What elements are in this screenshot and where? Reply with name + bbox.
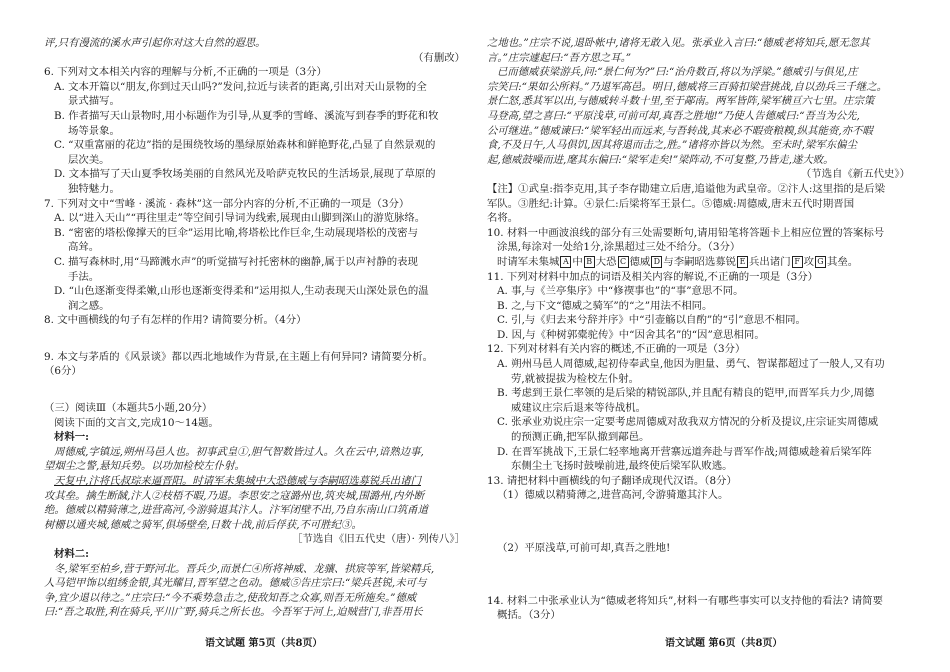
text-line: D. 文本描写了天山夏季牧场美丽的自然风光及哈萨克牧民的生活场景,展现了草原的	[54, 168, 436, 181]
text-line: 概括。（3分）	[497, 609, 561, 622]
text-line: 手法。	[68, 270, 100, 283]
text-line: 马登高,望之喜曰:“平原浅草,可前可却,真吾之胜地!”乃使人告德威曰:“吾当为公先,	[487, 109, 860, 122]
text-line: D. “山色逐渐变得柔嫩,山形也逐渐变得柔和”运用拟人,生动表现天山深处景色的温	[54, 285, 429, 298]
text-line: 12. 下列对材料有关内容的概述,不正确的一项是（3分）	[487, 343, 746, 356]
text-line: （6分）	[44, 365, 82, 378]
page-6-text	[487, 36, 910, 623]
text-line: （有删改）	[413, 51, 465, 64]
text-line: B. “密密的塔松像撑天的巨伞”运用比喻,将塔松比作巨伞,生动展现塔松的茂密与	[54, 226, 418, 239]
text-line: 天复中,汴将氏叔琮来逼晋阳。时请军未集城中大恐德威与李嗣昭选募锐兵出诸门	[54, 475, 421, 488]
text-line: 润之感。	[68, 299, 110, 312]
option-box: G	[815, 256, 826, 268]
text-line: 评,只有漫流的溪水声引起你对这大自然的遐思。	[44, 37, 266, 49]
option-box: C	[618, 256, 629, 268]
text-line: 材料二:	[54, 548, 90, 560]
option-box: A	[560, 256, 571, 268]
text-line: C. 描写森林时,用“马蹄溅水声”的听觉描写衬托密林的幽静,属于以声衬静的表现	[54, 255, 418, 268]
text-line	[487, 556, 910, 594]
text-line: 周德威,字镇远,朔州马邑人也。初事武皇①,胆气智数皆过人。久在云中,谙熟边事,	[54, 445, 424, 458]
text-line: 军队。③胜纪:计算。④景仁:后梁将军王景仁。⑤德威:周德威,唐末五代时期晋国	[487, 197, 855, 210]
text-line: 9. 本文与茅盾的《风景谈》都以西北地域作为背景,在主题上有何异同? 请简要分析。	[44, 350, 434, 363]
text-line: 冬,梁军至柏乡,营于野河北。晋兵少,而景仁④所将神威、龙骧、拱宸等军,皆梁精兵,	[54, 562, 435, 575]
text-line: C. “双重富丽的花边”指的是围绕牧场的墨绿原始森林和鲜艳野花,凸显了自然景观的	[54, 139, 436, 152]
text-line: 公可继进。”德威谏曰:“梁军轻出而远来,与吾转战,其来必不暇赍粮糗,纵其能赍,亦不暇	[487, 124, 873, 137]
text-line: 已而德威获梁游兵,问:“景仁何为?”曰:“治舟数百,将以为浮梁。”德威引与俱见,庄	[497, 66, 858, 79]
text-line: A. 文本开篇以“朋友,你到过天山吗?”发问,拉近与读者的距离,引出对天山景物的全	[54, 80, 427, 93]
text-line: 之地也。”庄宗不说,退卧帐中,诸将无敢入见。张承业入言曰:“德威老将知兵,愿无忽其	[487, 37, 870, 49]
text-line: ［节选自《旧五代史（唐）· 列传八》］	[292, 533, 465, 546]
text-line: 绝。德威以精骑薄之,进营高河,今游骑退其汴人。汴军闭壁不出,乃自东南山口筑甬道	[44, 504, 428, 517]
text-line: 的预测正确,把军队撤到鄗邑。	[511, 431, 650, 444]
option-box: D	[651, 256, 662, 268]
text-line: 劳,就被提拔为检校左仆射。	[511, 372, 639, 385]
text-line: B. 考虑到王景仁率领的是后梁的精锐部队,并且配有精良的铠甲,而晋军兵力少,周德	[497, 387, 875, 400]
text-line: 曰:“吾之取胜,利在骑兵,平川广野,骑兵之所长也。今吾军于河上,迫贼营门,非吾用长	[44, 606, 423, 619]
text-line: 东侧尘土飞扬时鼓噪前进,最终使后梁军队败逃。	[511, 460, 733, 473]
text-line: 攻其垒。擒生断馘,汴人②枝梧不暇,乃退。李思安之寇潞州也,筑夹城,围潞州,内外断	[44, 489, 425, 502]
text-line: 起,德威鼓噪而进,麾其东偏曰:“梁军走矣!”梁阵动,不可复整,乃皆走,遂大败。	[487, 153, 834, 166]
text-line: 景仁怒,悉其军以出,与德威转斗数十里,至于鄗南。两军皆阵,梁军横亘六七里。庄宗策	[487, 95, 875, 108]
text-line: （2）平原浅草,可前可却,真吾之胜地!	[497, 542, 671, 554]
text-line: 10. 材料一中画波浪线的部分有三处需要断句,请用铅笔将答题卡上相应位置的答案标号	[487, 226, 885, 239]
text-line: 宗笑曰:“果如公所料。”乃退军高邑。明日,德威将三百骑扣梁营挑战,自以劲兵三千继之。	[487, 80, 887, 93]
exam-page-6	[475, 0, 950, 672]
option-box: F	[792, 256, 803, 268]
text-line: 争,宜少退以待之。”庄宗曰:“今不乘势急击之,使敌知吾之众寡,则吾无所施矣。”德威	[44, 591, 417, 604]
text-line: 时请军未集城 A 中 B 大恐 C 德威 D 与李嗣昭选募锐 E 兵出诸门 F 攻 G 其垒。	[497, 255, 859, 268]
text-line: 树栅以通夹城,德威之骑军,俱场壁垒,日数十战,前后俘获,不可胜纪③。	[44, 518, 362, 531]
text-line: 涂黑,每涂对一处给1分,涂黑超过三处不给分。（3分）	[497, 241, 741, 254]
option-box: E	[737, 256, 748, 268]
text-line: B. 之,与下文“德威之骑军”的“之”用法不相同。	[497, 299, 713, 312]
text-line: （1）德威以精骑薄之,进营高河,令游骑邀其汴人。	[497, 489, 729, 502]
text-line: 【注】①武皇:指李克用,其子李存勖建立后唐,追谥他为武皇帝。②汴人:这里指的是后梁	[487, 182, 886, 195]
text-line: 14. 材料二中张承业认为“德威老将知兵”,材料一有哪些事实可以支持他的看法? 请简要	[487, 594, 883, 607]
text-line	[44, 379, 465, 401]
page-5-footer: 语文试题 第5页（共8页）	[205, 638, 323, 650]
text-line: 言。”庄宗遽起曰:“吾方思之耳。”	[487, 51, 632, 64]
text-line: 7. 下列对文中“雪峰 · 溪流 · 森林”这一部分内容的分析,不正确的一项是（3分）	[44, 197, 410, 210]
page-5-text	[44, 36, 465, 620]
text-line: 11. 下列对材料中加点的词语及相关内容的解说,不正确的一项是（3分）	[487, 270, 819, 283]
text-line: 望烟尘之警,悬知兵势。以功加检校左仆射。	[44, 460, 245, 473]
text-line: 人马铠甲饰以组绣金银,其光耀目,晋军望之色动。德威⑤告庄宗曰:“梁兵甚锐,未可与	[44, 577, 427, 590]
text-line: D. 在晋军挑战下,王景仁轻率地离开营寨远道奔赴与晋军作战;周德威趁着后梁军阵	[497, 445, 872, 458]
text-line: D. 因,与《种树郭橐驼传》中“因舍其名”的“因”意思相同。	[497, 328, 765, 341]
text-line: C. 引,与《归去来兮辞并序》中“引壶觞以自酌”的“引”意思不相同。	[497, 314, 806, 327]
text-line: 独特魅力。	[68, 182, 120, 195]
text-line: 13. 请把材料中画横线的句子翻译成现代汉语。（8分）	[487, 474, 737, 487]
text-line: 层次美。	[68, 153, 110, 166]
text-line: B. 作者描写天山景物时,用小标题作为引导,从夏季的雪峰、溪流写到春季的野花和牧	[54, 109, 439, 122]
text-line: 场等景象。	[68, 124, 120, 137]
text-line: A. 朔州马邑人周德威,起初侍奉武皇,他因为胆量、勇气、智谋都超过了一般人,又有功	[497, 358, 885, 371]
text-line: 材料一:	[54, 431, 90, 444]
text-line	[487, 503, 910, 541]
text-line: 威建议庄宗后退来等待战机。	[511, 401, 647, 414]
text-line: 8. 文中画横线的句子有怎样的作用? 请简要分析。（4分）	[44, 314, 307, 327]
text-line: 6. 下列对文本相关内容的理解与分析,不正确的一项是（3分）	[44, 66, 327, 79]
text-line: A. 事,与《兰亭集序》中“修禊事也”的“事”意思不同。	[497, 285, 744, 298]
text-line: 阅读下面的文言文,完成10～14题。	[54, 416, 219, 429]
text-line: 景式描写。	[68, 95, 120, 108]
text-line: A. 以“进入天山”“再往里走”等空间引导词为线索,展现由山脚到深山的游览脉络。	[54, 212, 426, 225]
option-box: B	[584, 256, 595, 268]
text-line: （三）阅读Ⅲ（本题共5小题,20分）	[44, 402, 213, 415]
text-line: 食,不及日午,人马俱饥,因其将退而击之,胜。”诸将亦皆以为然。至未时,梁军东偏尘	[487, 139, 857, 152]
text-line	[44, 328, 465, 350]
text-line: C. 张承业劝说庄宗一定要考虑周德威对敌我双方情况的分析及提议,庄宗证实周德威	[497, 416, 879, 429]
text-line: （节选自《新五代史》）	[800, 168, 910, 181]
text-line: 高耸。	[68, 241, 100, 254]
page-6-footer: 语文试题 第6页（共8页）	[665, 638, 783, 650]
text-line: 名将。	[487, 212, 519, 225]
